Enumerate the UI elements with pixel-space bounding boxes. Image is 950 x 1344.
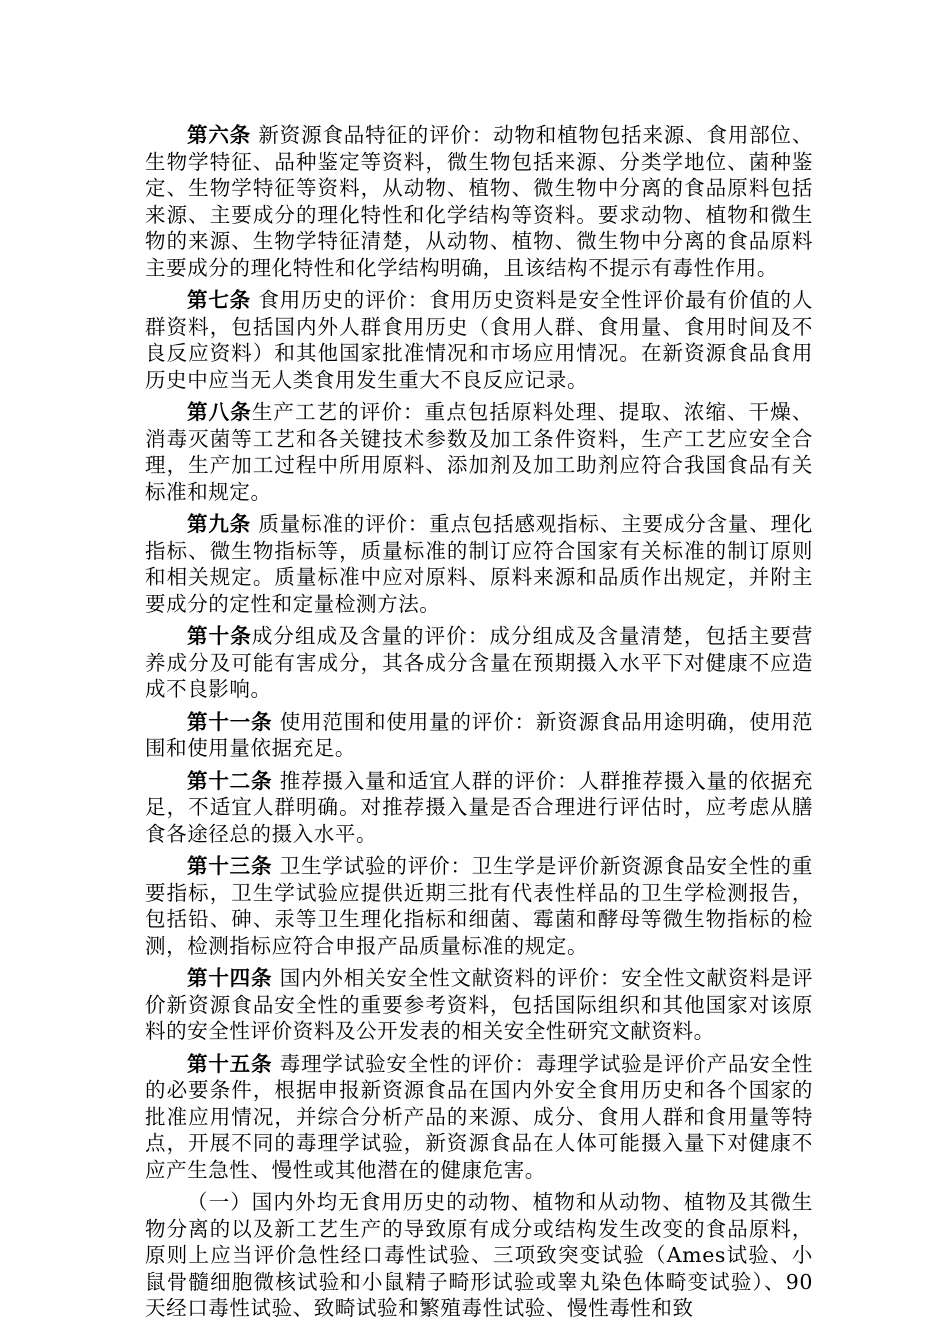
article-10	[145, 623, 813, 703]
article-8	[145, 399, 813, 505]
article-heading: 第十五条	[187, 1051, 273, 1076]
article-9	[145, 511, 813, 617]
article-11	[145, 709, 813, 762]
article-12	[145, 768, 813, 848]
article-heading: 第十二条	[187, 768, 273, 793]
article-body: 生产工艺的评价：重点包括原料处理、提取、浓缩、干燥、消毒灭菌等工艺和各关键技术参数及加工条件资料，生产工艺应安全合理，生产加工过程中所用原料、添加剂及加工助剂应符合我国食品有关标准和规定。	[145, 400, 813, 504]
article-body: 新资源食品特征的评价：动物和植物包括来源、食用部位、生物学特征、品种鉴定等资料，微生物包括来源、分类学地位、菌种鉴定、生物学特征等资料，从动物、植物、微生物中分离的食品原料包括来源、主要成分的理化特性和化学结构等资料。要求动物、植物和微生物的来源、生物学特征清楚，从动物、植物、微生物中分离的食品原料主要成分的理化特性和化学结构明确，且该结构不提示有毒性作用。	[145, 123, 813, 280]
article-heading: 第九条	[187, 512, 252, 536]
article-heading: 第八条	[187, 400, 252, 424]
article-body: 推荐摄入量和适宜人群的评价：人群推荐摄入量的依据充足，不适宜人群明确。对推荐摄入量是否合理进行评估时，应考虑从膳食各途径总的摄入水平。	[145, 768, 813, 846]
article-14	[145, 965, 813, 1045]
article-body: 质量标准的评价：重点包括感观指标、主要成分含量、理化指标、微生物指标等，质量标准的制订应符合国家有关标准的制订原则和相关规定。质量标准中应对原料、原料来源和品质作出规定，并附主要成分的定性和定量检测方法。	[145, 512, 813, 616]
document-page	[145, 122, 813, 1328]
article-heading: 第七条	[187, 288, 252, 312]
article-body: 卫生学试验的评价：卫生学是评价新资源食品安全性的重要指标，卫生学试验应提供近期三批有代表性样品的卫生学检测报告，包括铅、砷、汞等卫生理化指标和细菌、霉菌和酵母等微生物指标的检测，检测指标应符合申报产品质量标准的规定。	[145, 854, 813, 958]
article-body: 毒理学试验安全性的评价：毒理学试验是评价产品安全性的必要条件，根据申报新资源食品在国内外安全食用历史和各个国家的批准应用情况，并综合分析产品的来源、成分、食用人群和食用量等特点，开展不同的毒理学试验，新资源食品在人体可能摄入量下对健康不应产生急性、慢性或其他潜在的健康危害。	[145, 1051, 813, 1182]
article-13	[145, 853, 813, 959]
article-heading: 第六条	[187, 123, 252, 147]
article-heading: 第十一条	[187, 709, 273, 734]
article-body: 使用范围和使用量的评价：新资源食品用途明确，使用范围和使用量依据充足。	[145, 709, 813, 760]
article-7	[145, 287, 813, 393]
article-heading: 第十三条	[187, 854, 273, 878]
clause-one: （一）国内外均无食用历史的动物、植物和从动物、植物及其微生物分离的以及新工艺生产的导致原有成分或结构发生改变的食品原料，原则上应当评价急性经口毒性试验、三项致突变试验（Ames试验、小鼠骨髓细胞微核试验和小鼠精子畸形试验或睾丸染色体畸变试验）、90天经口毒性试验、致畸试验和繁殖毒性试验、慢性毒性和致	[145, 1190, 813, 1320]
article-6	[145, 122, 813, 281]
article-heading: 第十条	[187, 624, 252, 648]
article-heading: 第十四条	[187, 966, 273, 990]
article-body: 食用历史的评价：食用历史资料是安全性评价最有价值的人群资料，包括国内外人群食用历史（食用人群、食用量、食用时间及不良反应资料）和其他国家批准情况和市场应用情况。在新资源食品食用历史中应当无人类食用发生重大不良反应记录。	[145, 288, 813, 392]
article-body: 国内外相关安全性文献资料的评价：安全性文献资料是评价新资源食品安全性的重要参考资料，包括国际组织和其他国家对该原料的安全性评价资料及公开发表的相关安全性研究文献资料。	[145, 966, 813, 1043]
article-body: 成分组成及含量的评价：成分组成及含量清楚，包括主要营养成分及可能有害成分，其各成分含量在预期摄入水平下对健康不应造成不良影响。	[145, 624, 813, 701]
article-15	[145, 1051, 813, 1184]
